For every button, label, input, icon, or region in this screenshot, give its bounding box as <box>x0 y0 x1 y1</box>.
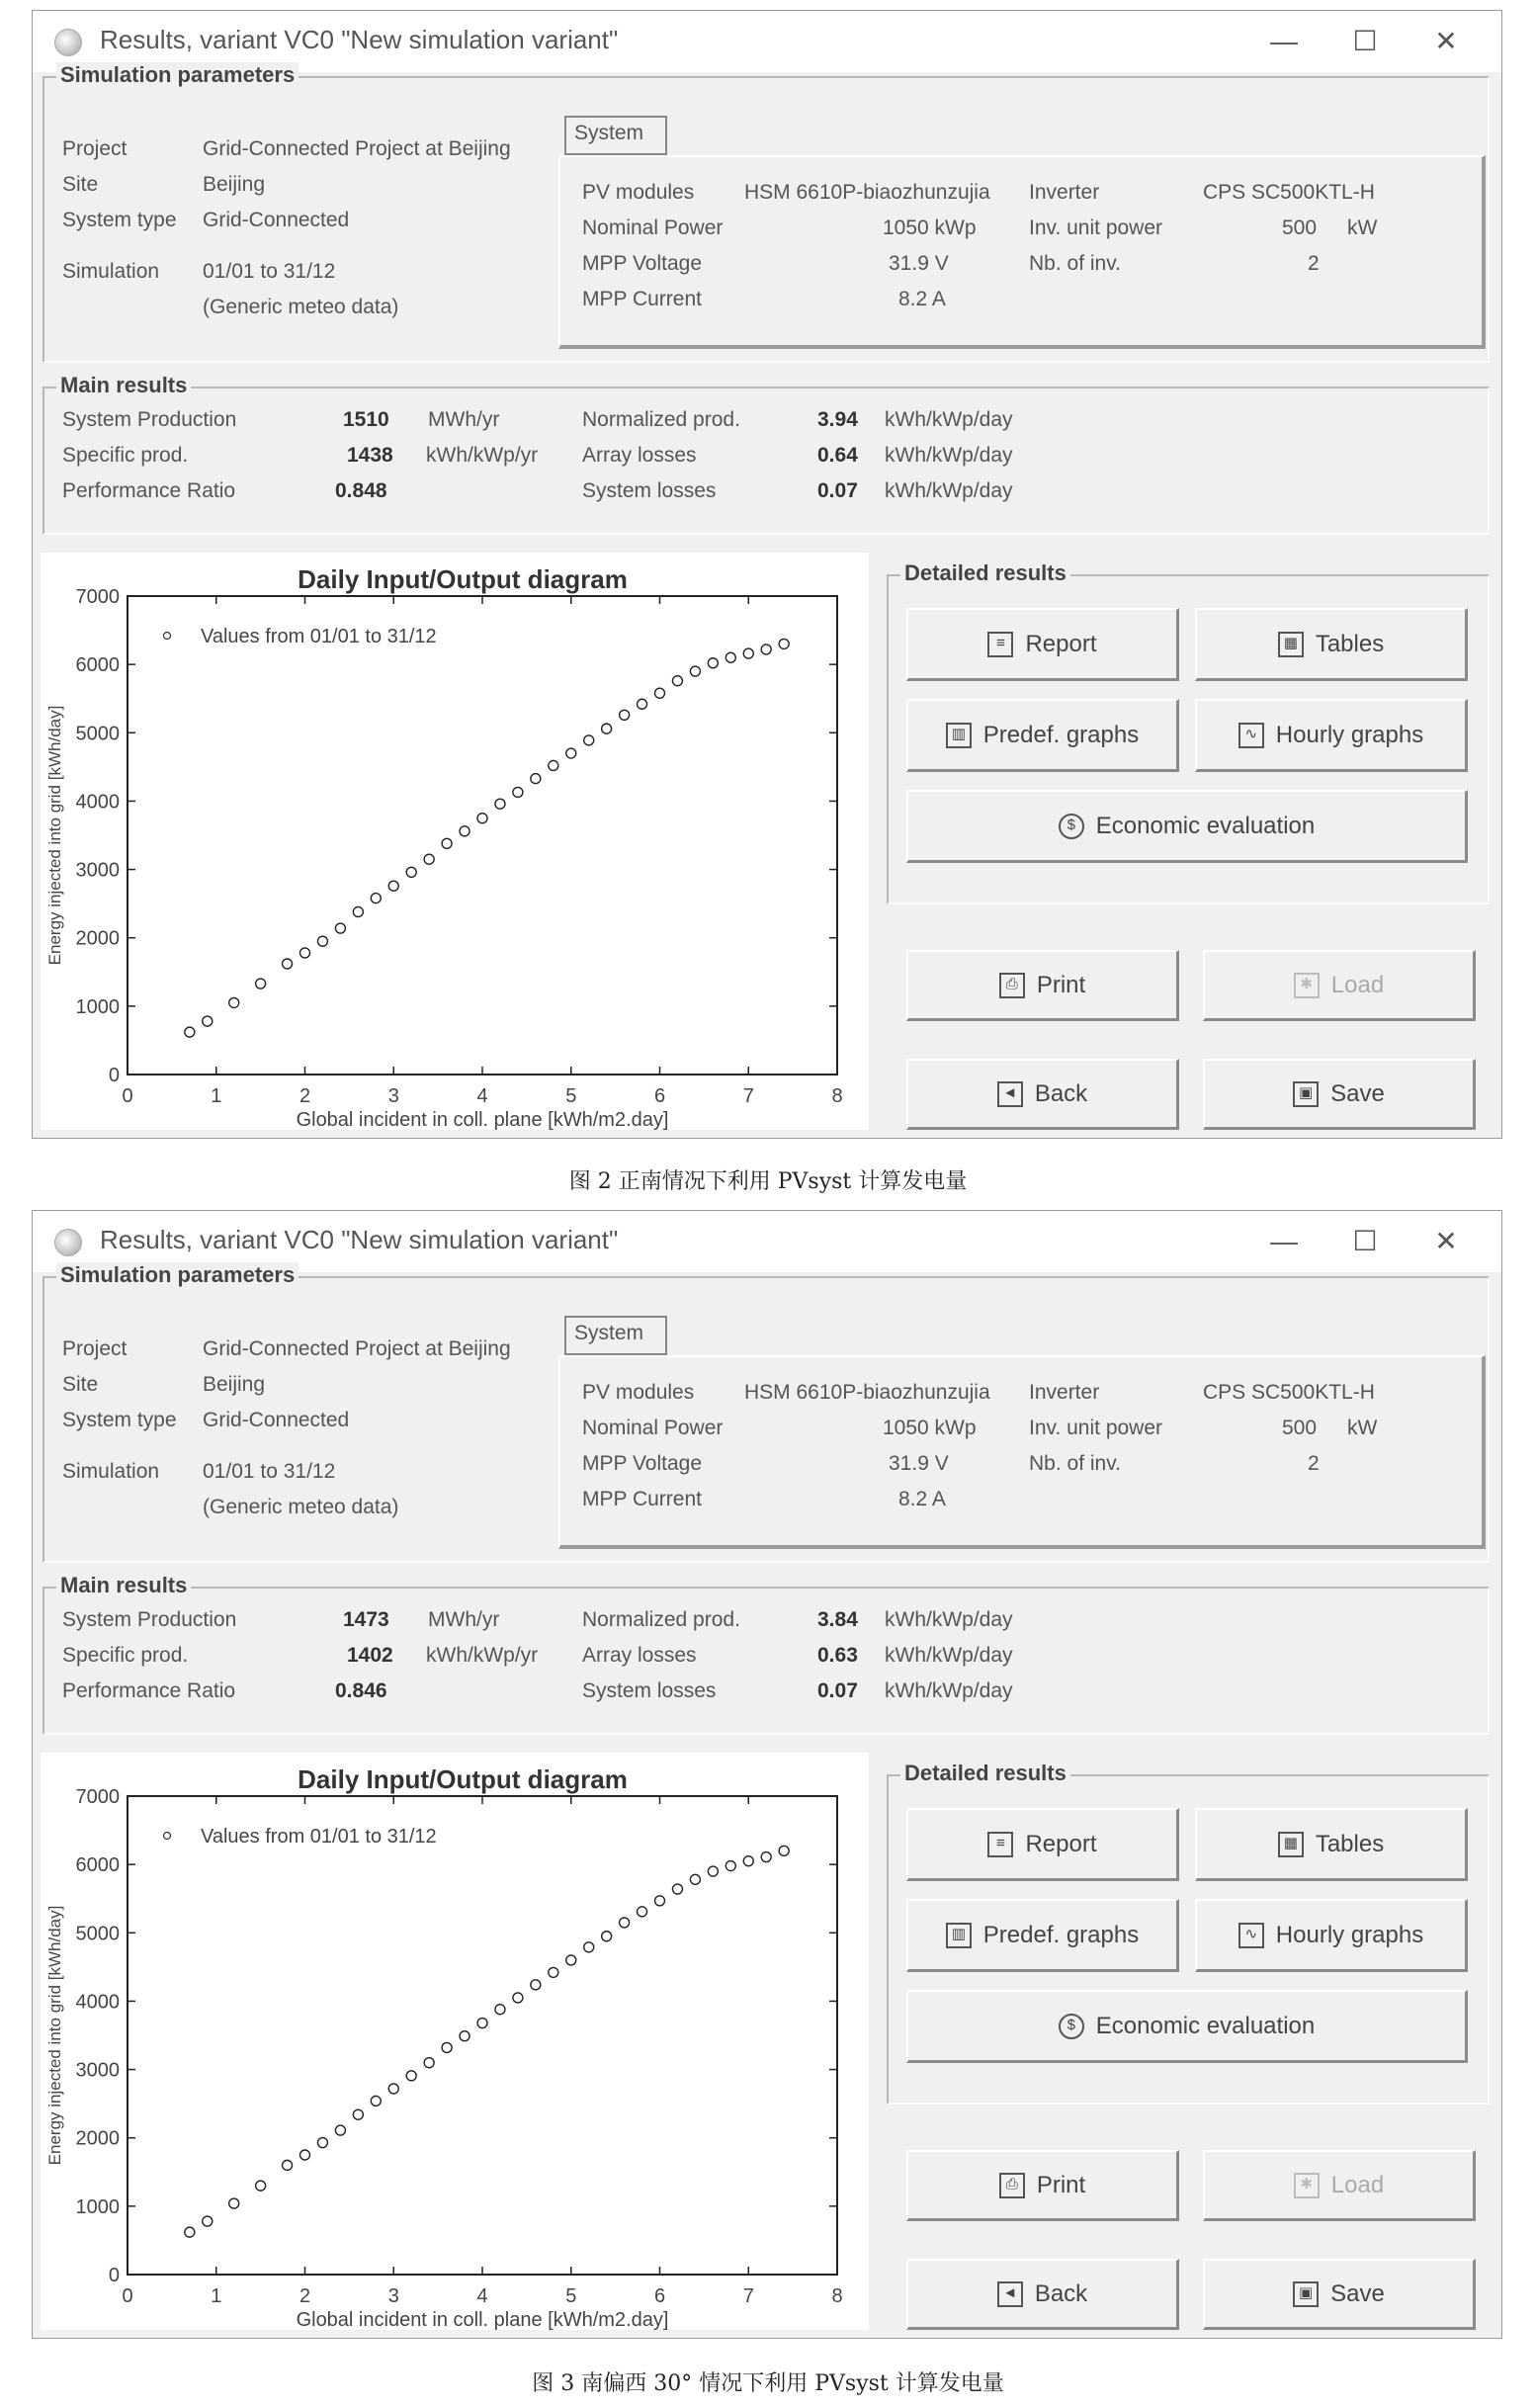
y-tick-label: 5000 <box>75 1923 120 1945</box>
economic-evaluation-button-label: Economic evaluation <box>1095 2012 1316 2039</box>
inverter-label: Inverter <box>1029 1381 1100 1404</box>
x-tick-label: 5 <box>565 1085 577 1107</box>
hourly-graphs-button-label: Hourly graphs <box>1275 721 1424 748</box>
line-chart-icon: ∿ <box>1238 723 1264 748</box>
back-arrow-icon: ◄ <box>997 2281 1023 2307</box>
report-button-label: Report <box>1025 630 1097 657</box>
performance-ratio-value: 0.848 <box>335 479 387 502</box>
system-losses-label: System losses <box>582 479 717 502</box>
system-production-value: 1510 <box>343 408 389 431</box>
results-window-1 <box>32 10 1502 1139</box>
predef-graphs-button[interactable] <box>906 699 1179 772</box>
specific-prod-value: 1402 <box>347 1644 393 1667</box>
site-label: Site <box>62 1373 99 1396</box>
system-type-value: Grid-Connected <box>203 1409 350 1431</box>
y-tick-label: 4000 <box>75 791 120 814</box>
y-axis-label: Energy injected into grid [kWh/day] <box>45 705 64 966</box>
tab-system[interactable]: System <box>564 116 667 155</box>
x-tick-label: 5 <box>565 2285 577 2307</box>
performance-ratio-value: 0.846 <box>335 1679 387 1702</box>
project-value: Grid-Connected Project at Beijing <box>203 137 511 160</box>
coins-icon: $ <box>1059 2014 1084 2039</box>
mpp-voltage-label: MPP Voltage <box>582 252 703 275</box>
report-button[interactable] <box>906 1808 1179 1881</box>
x-tick-label: 2 <box>299 2285 311 2307</box>
print-button-label: Print <box>1036 971 1086 998</box>
x-tick-label: 4 <box>476 2285 488 2307</box>
legend-label: Values from 01/01 to 31/12 <box>201 626 437 647</box>
report-button-label: Report <box>1025 1830 1097 1857</box>
y-tick-label: 7000 <box>75 586 120 608</box>
simulation-label: Simulation <box>62 260 160 283</box>
normalized-prod-label: Normalized prod. <box>582 1608 740 1631</box>
performance-ratio-label: Performance Ratio <box>62 1679 236 1702</box>
pv-modules-value: HSM 6610P-biaozhunzujia <box>744 1381 990 1404</box>
tables-button-label: Tables <box>1315 1830 1385 1857</box>
main-results-heading: Main results <box>56 373 191 398</box>
economic-evaluation-button[interactable] <box>906 790 1468 863</box>
load-icon: ✱ <box>1294 973 1320 998</box>
figure-caption-3: 图 3 南偏西 30° 情况下利用 PVsyst 计算发电量 <box>532 2371 1004 2396</box>
project-label: Project <box>62 1337 128 1360</box>
line-chart-icon: ∿ <box>1238 1923 1264 1948</box>
print-button[interactable] <box>906 950 1179 1021</box>
system-production-label: System Production <box>62 1608 237 1631</box>
y-tick-label: 3000 <box>75 859 120 882</box>
printer-icon: ⎙ <box>999 2173 1025 2198</box>
chart-title: Daily Input/Output diagram <box>298 1764 628 1794</box>
specific-prod-label: Specific prod. <box>62 1644 189 1667</box>
specific-prod-label: Specific prod. <box>62 444 189 467</box>
hourly-graphs-button[interactable] <box>1195 699 1468 772</box>
mpp-current-value: 8.2 A <box>898 1488 946 1510</box>
array-losses-label: Array losses <box>582 1644 697 1667</box>
printer-icon: ⎙ <box>999 973 1025 998</box>
normalized-prod-label: Normalized prod. <box>582 408 740 431</box>
mpp-voltage-value: 31.9 V <box>889 1452 949 1475</box>
simulation-period-value: 01/01 to 31/12 <box>203 1460 336 1483</box>
y-tick-label: 7000 <box>75 1786 120 1808</box>
x-tick-label: 8 <box>831 1085 843 1107</box>
save-button[interactable] <box>1203 1059 1476 1130</box>
x-tick-label: 3 <box>387 1085 399 1107</box>
system-losses-unit: kWh/kWp/day <box>885 1679 1013 1702</box>
system-losses-value: 0.07 <box>817 479 858 502</box>
bar-chart-icon: ▥ <box>946 723 972 748</box>
site-label: Site <box>62 173 99 196</box>
inverter-label: Inverter <box>1029 181 1100 204</box>
x-tick-label: 1 <box>211 1085 222 1107</box>
nb-inv-label: Nb. of inv. <box>1029 1452 1121 1475</box>
predef-graphs-button[interactable] <box>906 1899 1179 1972</box>
meteo-value: (Generic meteo data) <box>203 1496 399 1518</box>
main-results-heading: Main results <box>56 1573 191 1598</box>
load-icon: ✱ <box>1294 2173 1320 2198</box>
chart-svg <box>41 553 869 1130</box>
project-value: Grid-Connected Project at Beijing <box>203 1337 511 1360</box>
y-tick-label: 6000 <box>75 1854 120 1877</box>
y-tick-label: 6000 <box>75 654 120 677</box>
x-tick-label: 4 <box>476 1085 488 1107</box>
system-production-value: 1473 <box>343 1608 389 1631</box>
x-tick-label: 0 <box>122 1085 133 1107</box>
x-tick-label: 6 <box>653 1085 666 1107</box>
pv-modules-value: HSM 6610P-biaozhunzujia <box>744 181 990 204</box>
predef-graphs-button-label: Predef. graphs <box>982 721 1140 748</box>
load-button[interactable] <box>1203 2150 1476 2221</box>
pv-modules-label: PV modules <box>582 181 695 204</box>
mpp-voltage-value: 31.9 V <box>889 252 949 275</box>
print-button[interactable] <box>906 2150 1179 2221</box>
daily-io-chart <box>41 553 869 1130</box>
system-losses-unit: kWh/kWp/day <box>885 479 1013 502</box>
normalized-prod-unit: kWh/kWp/day <box>885 1608 1013 1631</box>
normalized-prod-value: 3.84 <box>817 1608 858 1631</box>
print-button-label: Print <box>1036 2171 1086 2198</box>
normalized-prod-value: 3.94 <box>817 408 858 431</box>
array-losses-value: 0.64 <box>817 444 858 467</box>
save-icon: ▣ <box>1293 2281 1319 2307</box>
nb-inv-value: 2 <box>1308 1452 1320 1475</box>
nominal-power-label: Nominal Power <box>582 216 724 239</box>
site-value: Beijing <box>203 173 266 196</box>
inv-unit-power-unit: kW <box>1347 216 1378 239</box>
project-label: Project <box>62 137 128 160</box>
x-tick-label: 6 <box>653 2285 666 2307</box>
array-losses-unit: kWh/kWp/day <box>885 444 1013 467</box>
tables-button[interactable] <box>1195 1808 1468 1881</box>
main-results-group <box>43 387 1490 535</box>
report-icon: ≡ <box>987 632 1013 657</box>
inv-unit-power-label: Inv. unit power <box>1029 216 1163 239</box>
performance-ratio-label: Performance Ratio <box>62 479 236 502</box>
array-losses-unit: kWh/kWp/day <box>885 1644 1013 1667</box>
y-tick-label: 2000 <box>75 2127 120 2150</box>
array-losses-value: 0.63 <box>817 1644 858 1667</box>
y-axis-label: Energy injected into grid [kWh/day] <box>45 1905 64 2166</box>
minimize-button[interactable]: — <box>1270 26 1298 56</box>
back-button[interactable] <box>906 1059 1179 1130</box>
plot-area <box>128 1796 837 2275</box>
main-results-group <box>43 1587 1490 1735</box>
simulation-label: Simulation <box>62 1460 160 1483</box>
x-tick-label: 1 <box>211 2285 222 2307</box>
x-axis-label: Global incident in coll. plane [kWh/m2.day] <box>296 1109 669 1130</box>
save-button-label: Save <box>1330 2279 1385 2307</box>
back-button[interactable] <box>906 2259 1179 2330</box>
close-button[interactable]: ✕ <box>1434 26 1458 56</box>
specific-prod-unit: kWh/kWp/yr <box>426 1644 539 1667</box>
specific-prod-unit: kWh/kWp/yr <box>426 444 539 467</box>
system-type-label: System type <box>62 209 177 231</box>
coins-icon: $ <box>1059 814 1084 839</box>
minimize-button[interactable]: — <box>1270 1226 1298 1256</box>
chart-title: Daily Input/Output diagram <box>298 564 628 594</box>
report-icon: ≡ <box>987 1832 1013 1857</box>
system-production-unit: MWh/yr <box>428 408 500 431</box>
tab-system[interactable]: System <box>564 1316 667 1355</box>
nominal-power-label: Nominal Power <box>582 1417 724 1439</box>
site-value: Beijing <box>203 1373 266 1396</box>
save-button-label: Save <box>1330 1079 1385 1107</box>
inv-unit-power-value: 500 <box>1282 1417 1318 1439</box>
results-window-2 <box>32 1210 1502 2339</box>
save-button[interactable] <box>1203 2259 1476 2330</box>
y-tick-label: 1000 <box>75 2195 120 2218</box>
economic-evaluation-button[interactable] <box>906 1990 1468 2063</box>
x-tick-label: 2 <box>299 1085 311 1107</box>
chart-svg <box>41 1753 869 2330</box>
mpp-voltage-label: MPP Voltage <box>582 1452 703 1475</box>
simulation-parameters-heading: Simulation parameters <box>56 62 299 88</box>
x-tick-label: 0 <box>122 2285 133 2307</box>
y-tick-label: 3000 <box>75 2059 120 2082</box>
back-button-label: Back <box>1034 2279 1088 2307</box>
mpp-current-value: 8.2 A <box>898 288 946 310</box>
specific-prod-value: 1438 <box>347 444 393 467</box>
tables-button-label: Tables <box>1315 630 1385 657</box>
hourly-graphs-button[interactable] <box>1195 1899 1468 1972</box>
system-production-label: System Production <box>62 408 237 431</box>
inverter-value: CPS SC500KTL-H <box>1203 1381 1375 1404</box>
predef-graphs-button-label: Predef. graphs <box>982 1921 1140 1948</box>
app-icon <box>54 29 82 56</box>
detailed-results-heading: Detailed results <box>900 560 1070 586</box>
legend-label: Values from 01/01 to 31/12 <box>201 1826 437 1848</box>
inverter-value: CPS SC500KTL-H <box>1203 181 1375 204</box>
tables-button[interactable] <box>1195 608 1468 681</box>
close-button[interactable]: ✕ <box>1434 1226 1458 1256</box>
daily-io-chart <box>41 1753 869 2330</box>
plot-area <box>128 596 837 1075</box>
nominal-power-value: 1050 kWp <box>883 216 977 239</box>
nb-inv-value: 2 <box>1308 252 1320 275</box>
app-icon <box>54 1229 82 1256</box>
back-arrow-icon: ◄ <box>997 1081 1023 1107</box>
x-tick-label: 7 <box>742 1085 754 1107</box>
pv-modules-label: PV modules <box>582 1381 695 1404</box>
load-button[interactable] <box>1203 950 1476 1021</box>
y-tick-label: 1000 <box>75 995 120 1018</box>
system-losses-value: 0.07 <box>817 1679 858 1702</box>
normalized-prod-unit: kWh/kWp/day <box>885 408 1013 431</box>
mpp-current-label: MPP Current <box>582 288 702 310</box>
load-button-label: Load <box>1330 2171 1385 2198</box>
x-tick-label: 3 <box>387 2285 399 2307</box>
system-type-value: Grid-Connected <box>203 209 350 231</box>
hourly-graphs-button-label: Hourly graphs <box>1275 1921 1424 1948</box>
system-losses-label: System losses <box>582 1679 717 1702</box>
y-tick-label: 0 <box>108 1065 120 1086</box>
nominal-power-value: 1050 kWp <box>883 1417 977 1439</box>
inv-unit-power-unit: kW <box>1347 1417 1378 1439</box>
simulation-period-value: 01/01 to 31/12 <box>203 260 336 283</box>
table-icon: ▦ <box>1278 632 1304 657</box>
x-tick-label: 7 <box>742 2285 754 2307</box>
figure-caption-2: 图 2 正南情况下利用 PVsyst 计算发电量 <box>568 1169 968 1194</box>
meteo-value: (Generic meteo data) <box>203 296 399 318</box>
system-production-unit: MWh/yr <box>428 1608 500 1631</box>
maximize-button[interactable]: ☐ <box>1352 26 1378 56</box>
maximize-button[interactable]: ☐ <box>1352 1226 1378 1256</box>
y-tick-label: 4000 <box>75 1991 120 2014</box>
window-title: Results, variant VC0 "New simulation variant" <box>100 1225 619 1254</box>
y-tick-label: 0 <box>108 2265 120 2286</box>
x-axis-label: Global incident in coll. plane [kWh/m2.day] <box>296 2309 669 2330</box>
detailed-results-heading: Detailed results <box>900 1761 1070 1786</box>
window-title: Results, variant VC0 "New simulation variant" <box>100 25 619 54</box>
mpp-current-label: MPP Current <box>582 1488 702 1510</box>
load-button-label: Load <box>1330 971 1385 998</box>
y-tick-label: 2000 <box>75 927 120 950</box>
nb-inv-label: Nb. of inv. <box>1029 252 1121 275</box>
back-button-label: Back <box>1034 1079 1088 1107</box>
save-icon: ▣ <box>1293 1081 1319 1107</box>
array-losses-label: Array losses <box>582 444 697 467</box>
economic-evaluation-button-label: Economic evaluation <box>1095 812 1316 839</box>
bar-chart-icon: ▥ <box>946 1923 972 1948</box>
table-icon: ▦ <box>1278 1832 1304 1857</box>
system-type-label: System type <box>62 1409 177 1431</box>
report-button[interactable] <box>906 608 1179 681</box>
y-tick-label: 5000 <box>75 723 120 745</box>
simulation-parameters-heading: Simulation parameters <box>56 1262 299 1288</box>
inv-unit-power-label: Inv. unit power <box>1029 1417 1163 1439</box>
inv-unit-power-value: 500 <box>1282 216 1318 239</box>
x-tick-label: 8 <box>831 2285 843 2307</box>
